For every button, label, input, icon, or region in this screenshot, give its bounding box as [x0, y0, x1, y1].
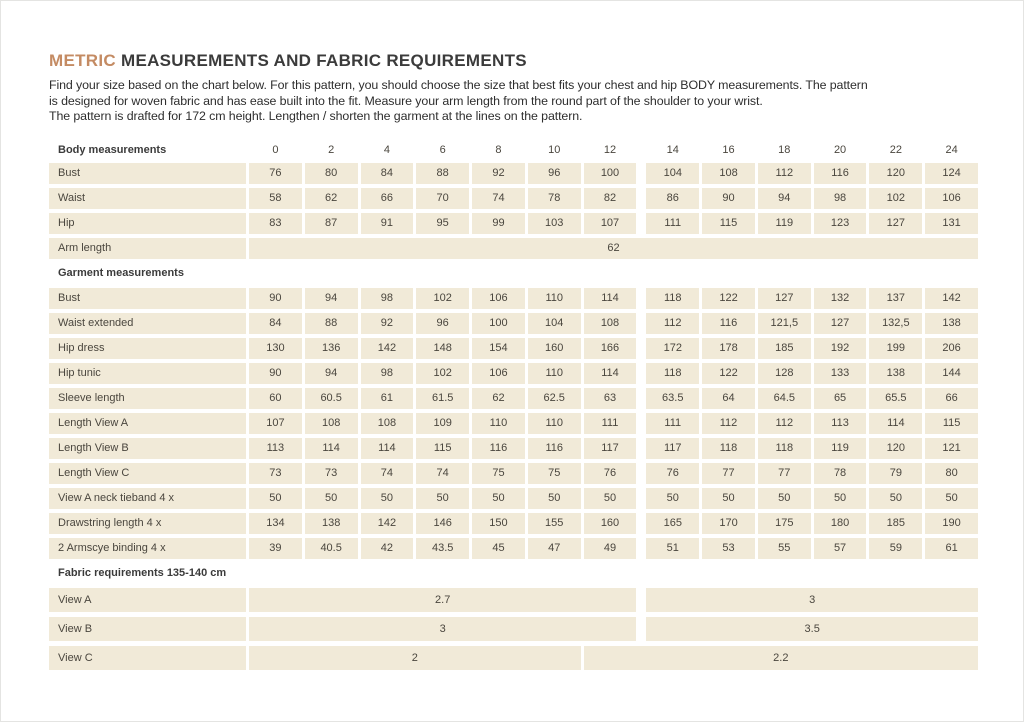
- table-cell: 57: [814, 538, 867, 559]
- table-cell: 102: [869, 188, 922, 209]
- table-cell: 137: [869, 288, 922, 309]
- fabric-requirement-cell: 2.7: [249, 588, 636, 612]
- table-cell: 79: [869, 463, 922, 484]
- table-cell: 112: [758, 163, 811, 184]
- table-row: [49, 188, 978, 209]
- table-cell: 160: [528, 338, 581, 359]
- table-cell: 83: [249, 213, 302, 234]
- table-cell: 50: [646, 488, 699, 509]
- page-title: [49, 51, 975, 71]
- table-cell: 206: [925, 338, 978, 359]
- table-cell: 82: [584, 188, 637, 209]
- table-cell: 111: [646, 413, 699, 434]
- row-label: View A neck tieband 4 x: [49, 488, 246, 509]
- table-cell: 104: [528, 313, 581, 334]
- table-row: [49, 338, 978, 359]
- table-cell: 166: [584, 338, 637, 359]
- row-label: View B: [49, 617, 246, 641]
- table-cell: 92: [361, 313, 414, 334]
- row-label: Drawstring length 4 x: [49, 513, 246, 534]
- table-row: [49, 140, 978, 160]
- table-cell: 45: [472, 538, 525, 559]
- table-cell: 107: [249, 413, 302, 434]
- table-cell: 132: [814, 288, 867, 309]
- table-cell: 50: [416, 488, 469, 509]
- row-label: Waist extended: [49, 313, 246, 334]
- table-cell: 99: [472, 213, 525, 234]
- row-label: Sleeve length: [49, 388, 246, 409]
- row-label: View C: [49, 646, 246, 670]
- table-cell: 50: [814, 488, 867, 509]
- table-cell: 100: [584, 163, 637, 184]
- table-cell: 154: [472, 338, 525, 359]
- table-cell: 109: [416, 413, 469, 434]
- table-row: [49, 617, 978, 641]
- row-label: Length View A: [49, 413, 246, 434]
- table-cell: 150: [472, 513, 525, 534]
- table-cell: 50: [584, 488, 637, 509]
- table-cell: 65.5: [869, 388, 922, 409]
- table-cell: 100: [472, 313, 525, 334]
- table-cell: 90: [702, 188, 755, 209]
- table-cell: 113: [249, 438, 302, 459]
- size-column-header: 0: [272, 143, 279, 156]
- table-cell: 50: [869, 488, 922, 509]
- table-cell: 185: [758, 338, 811, 359]
- table-cell: 50: [702, 488, 755, 509]
- row-label: View A: [49, 588, 246, 612]
- size-column-header: 10: [548, 143, 561, 156]
- table-cell: 142: [361, 338, 414, 359]
- table-cell: 43.5: [416, 538, 469, 559]
- table-row: [49, 313, 978, 334]
- table-cell: 64: [702, 388, 755, 409]
- table-cell: 133: [814, 363, 867, 384]
- table-cell: 76: [249, 163, 302, 184]
- table-cell: 65: [814, 388, 867, 409]
- table-cell: 160: [584, 513, 637, 534]
- table-cell: 102: [416, 363, 469, 384]
- table-cell: 42: [361, 538, 414, 559]
- table-cell: 76: [646, 463, 699, 484]
- table-cell: 106: [925, 188, 978, 209]
- size-column-header: 16: [722, 143, 735, 156]
- table-cell: 190: [925, 513, 978, 534]
- table-row: [49, 213, 978, 234]
- table-cell: 60.5: [305, 388, 358, 409]
- table-cell: 178: [702, 338, 755, 359]
- table-cell: 96: [528, 163, 581, 184]
- table-cell: 119: [758, 213, 811, 234]
- table-row: [49, 413, 978, 434]
- table-cell: 180: [814, 513, 867, 534]
- size-column-header: 20: [833, 143, 847, 156]
- table-cell: 123: [814, 213, 867, 234]
- table-cell: 49: [584, 538, 637, 559]
- table-cell: 132,5: [869, 313, 922, 334]
- table-cell: 77: [702, 463, 755, 484]
- table-cell: 94: [305, 288, 358, 309]
- table-cell: 172: [646, 338, 699, 359]
- intro-paragraph: [49, 78, 975, 125]
- table-cell: 115: [925, 413, 978, 434]
- table-cell: 114: [584, 288, 637, 309]
- table-cell: 130: [249, 338, 302, 359]
- table-cell: 108: [584, 313, 637, 334]
- table-cell: 107: [584, 213, 637, 234]
- table-cell: 110: [472, 413, 525, 434]
- table-cell: 64.5: [758, 388, 811, 409]
- table-cell: 55: [758, 538, 811, 559]
- row-label: Arm length: [49, 238, 246, 259]
- table-cell: 51: [646, 538, 699, 559]
- table-cell: 50: [361, 488, 414, 509]
- table-row: [49, 463, 978, 484]
- table-cell: 63.5: [646, 388, 699, 409]
- table-cell: 50: [472, 488, 525, 509]
- table-cell: 117: [584, 438, 637, 459]
- table-cell: 118: [758, 438, 811, 459]
- table-row: [49, 288, 978, 309]
- table-cell: 61: [361, 388, 414, 409]
- fabric-requirement-cell: 2.2: [584, 646, 978, 670]
- table-cell: 63: [584, 388, 637, 409]
- table-cell: 66: [925, 388, 978, 409]
- table-cell: 40.5: [305, 538, 358, 559]
- table-cell: 75: [528, 463, 581, 484]
- table-cell: 112: [758, 413, 811, 434]
- page-title-rest: MEASUREMENTS AND FABRIC REQUIREMENTS: [115, 51, 527, 70]
- table-cell: 98: [361, 363, 414, 384]
- row-label: Hip dress: [49, 338, 246, 359]
- table-cell: 50: [305, 488, 358, 509]
- row-label: Length View B: [49, 438, 246, 459]
- table-cell: 127: [869, 213, 922, 234]
- table-cell: 138: [869, 363, 922, 384]
- table-row: [49, 438, 978, 459]
- size-column-header: 8: [495, 143, 502, 156]
- table-row: [49, 646, 978, 670]
- table-cell: 50: [249, 488, 302, 509]
- table-cell: 106: [472, 288, 525, 309]
- table-cell: 165: [646, 513, 699, 534]
- table-cell: 61: [925, 538, 978, 559]
- table-cell: 114: [361, 438, 414, 459]
- size-column-header: 6: [439, 143, 446, 156]
- table-cell: 62: [305, 188, 358, 209]
- table-cell: 118: [702, 438, 755, 459]
- table-cell: 62.5: [528, 388, 581, 409]
- fabric-requirement-cell: 2: [249, 646, 581, 670]
- section-header-row: [49, 263, 978, 283]
- table-cell: 90: [249, 288, 302, 309]
- row-label: Garment measurements: [58, 266, 184, 279]
- table-cell: 90: [249, 363, 302, 384]
- table-cell: 136: [305, 338, 358, 359]
- table-cell: 84: [361, 163, 414, 184]
- fabric-requirement-cell: 3.5: [646, 617, 978, 641]
- table-cell: 119: [814, 438, 867, 459]
- table-cell: 114: [584, 363, 637, 384]
- section-header-row: [49, 563, 978, 583]
- table-cell: 115: [416, 438, 469, 459]
- size-column-header: 12: [603, 143, 617, 156]
- fabric-requirement-cell: 3: [249, 617, 636, 641]
- table-cell: 121: [925, 438, 978, 459]
- table-cell: 61.5: [416, 388, 469, 409]
- table-cell: 106: [472, 363, 525, 384]
- table-cell: 128: [758, 363, 811, 384]
- table-cell: 76: [584, 463, 637, 484]
- table-cell: 88: [416, 163, 469, 184]
- table-cell: 39: [249, 538, 302, 559]
- table-cell: 74: [416, 463, 469, 484]
- table-cell: 118: [646, 288, 699, 309]
- size-column-header: 2: [328, 143, 335, 156]
- table-row: [49, 163, 978, 184]
- table-cell: 124: [925, 163, 978, 184]
- row-label: Hip tunic: [49, 363, 246, 384]
- table-cell-span-all: 62: [249, 238, 978, 259]
- table-cell: 110: [528, 413, 581, 434]
- table-cell: 134: [249, 513, 302, 534]
- table-cell: 127: [758, 288, 811, 309]
- table-row: [49, 488, 978, 509]
- table-cell: 78: [814, 463, 867, 484]
- row-label: Body measurements: [58, 143, 167, 156]
- table-row: [49, 238, 978, 259]
- row-label: 2 Armscye binding 4 x: [49, 538, 246, 559]
- table-cell: 80: [305, 163, 358, 184]
- table-cell: 50: [758, 488, 811, 509]
- table-cell: 70: [416, 188, 469, 209]
- table-cell: 74: [472, 188, 525, 209]
- row-label: Length View C: [49, 463, 246, 484]
- intro-line: Find your size based on the chart below. For this pattern, you should choose the size that best fits your chest and hip BODY measurements. The pattern: [49, 78, 868, 92]
- table-cell: 114: [869, 413, 922, 434]
- table-cell: 78: [528, 188, 581, 209]
- table-cell: 117: [646, 438, 699, 459]
- table-cell: 138: [925, 313, 978, 334]
- table-cell: 148: [416, 338, 469, 359]
- table-cell: 122: [702, 363, 755, 384]
- table-cell: 116: [814, 163, 867, 184]
- table-cell: 47: [528, 538, 581, 559]
- table-cell: 104: [646, 163, 699, 184]
- table-cell: 112: [702, 413, 755, 434]
- table-cell: 116: [528, 438, 581, 459]
- row-label: Hip: [49, 213, 246, 234]
- table-row: [49, 363, 978, 384]
- table-cell: 98: [814, 188, 867, 209]
- table-cell: 108: [305, 413, 358, 434]
- table-cell: 142: [925, 288, 978, 309]
- table-row: [49, 388, 978, 409]
- table-cell: 53: [702, 538, 755, 559]
- fabric-requirement-cell: 3: [646, 588, 978, 612]
- table-cell: 86: [646, 188, 699, 209]
- row-label: Bust: [49, 288, 246, 309]
- row-label: Waist: [49, 188, 246, 209]
- table-cell: 88: [305, 313, 358, 334]
- table-cell: 108: [702, 163, 755, 184]
- table-cell: 121,5: [758, 313, 811, 334]
- table-cell: 94: [305, 363, 358, 384]
- table-cell: 115: [702, 213, 755, 234]
- size-column-header: 22: [889, 143, 902, 156]
- size-column-header: 4: [383, 143, 390, 156]
- table-cell: 110: [528, 288, 581, 309]
- table-cell: 96: [416, 313, 469, 334]
- row-label: Fabric requirements 135-140 cm: [58, 566, 227, 579]
- row-label: Bust: [49, 163, 246, 184]
- table-cell: 131: [925, 213, 978, 234]
- table-cell: 95: [416, 213, 469, 234]
- table-cell: 142: [361, 513, 414, 534]
- table-cell: 94: [758, 188, 811, 209]
- table-cell: 84: [249, 313, 302, 334]
- size-column-header: 24: [945, 143, 958, 156]
- table-row: [49, 513, 978, 534]
- table-cell: 73: [249, 463, 302, 484]
- table-cell: 120: [869, 163, 922, 184]
- table-cell: 66: [361, 188, 414, 209]
- table-cell: 114: [305, 438, 358, 459]
- table-cell: 111: [584, 413, 637, 434]
- size-column-header: 14: [666, 143, 679, 156]
- table-cell: 199: [869, 338, 922, 359]
- table-cell: 77: [758, 463, 811, 484]
- table-cell: 98: [361, 288, 414, 309]
- table-cell: 91: [361, 213, 414, 234]
- intro-line: The pattern is drafted for 172 cm height. Lengthen / shorten the garment at the lines on the pattern.: [49, 109, 583, 123]
- table-cell: 192: [814, 338, 867, 359]
- table-cell: 62: [472, 388, 525, 409]
- table-row: [49, 538, 978, 559]
- table-cell: 73: [305, 463, 358, 484]
- table-cell: 116: [472, 438, 525, 459]
- table-cell: 116: [702, 313, 755, 334]
- page-title-accent: METRIC: [49, 51, 116, 70]
- intro-line: is designed for woven fabric and has ease built into the fit. Measure your arm length from the round part of the shoulder to your wrist.: [49, 93, 763, 108]
- table-cell: 75: [472, 463, 525, 484]
- table-cell: 113: [814, 413, 867, 434]
- table-cell: 175: [758, 513, 811, 534]
- table-cell: 102: [416, 288, 469, 309]
- table-cell: 60: [249, 388, 302, 409]
- measurement-table: [49, 140, 978, 670]
- table-cell: 112: [646, 313, 699, 334]
- pattern-size-chart-page: [1, 1, 1023, 670]
- table-cell: 144: [925, 363, 978, 384]
- table-cell: 185: [869, 513, 922, 534]
- table-cell: 118: [646, 363, 699, 384]
- table-cell: 92: [472, 163, 525, 184]
- table-cell: 59: [869, 538, 922, 559]
- table-cell: 103: [528, 213, 581, 234]
- table-cell: 138: [305, 513, 358, 534]
- table-cell: 155: [528, 513, 581, 534]
- table-cell: 122: [702, 288, 755, 309]
- table-cell: 120: [869, 438, 922, 459]
- table-cell: 74: [361, 463, 414, 484]
- table-cell: 58: [249, 188, 302, 209]
- table-cell: 146: [416, 513, 469, 534]
- table-cell: 50: [528, 488, 581, 509]
- table-cell: 110: [528, 363, 581, 384]
- table-cell: 108: [361, 413, 414, 434]
- table-cell: 50: [925, 488, 978, 509]
- table-cell: 170: [702, 513, 755, 534]
- table-row: [49, 588, 978, 612]
- table-cell: 80: [925, 463, 978, 484]
- size-column-header: 18: [778, 143, 791, 156]
- table-cell: 111: [646, 213, 699, 234]
- table-cell: 127: [814, 313, 867, 334]
- table-cell: 87: [305, 213, 358, 234]
